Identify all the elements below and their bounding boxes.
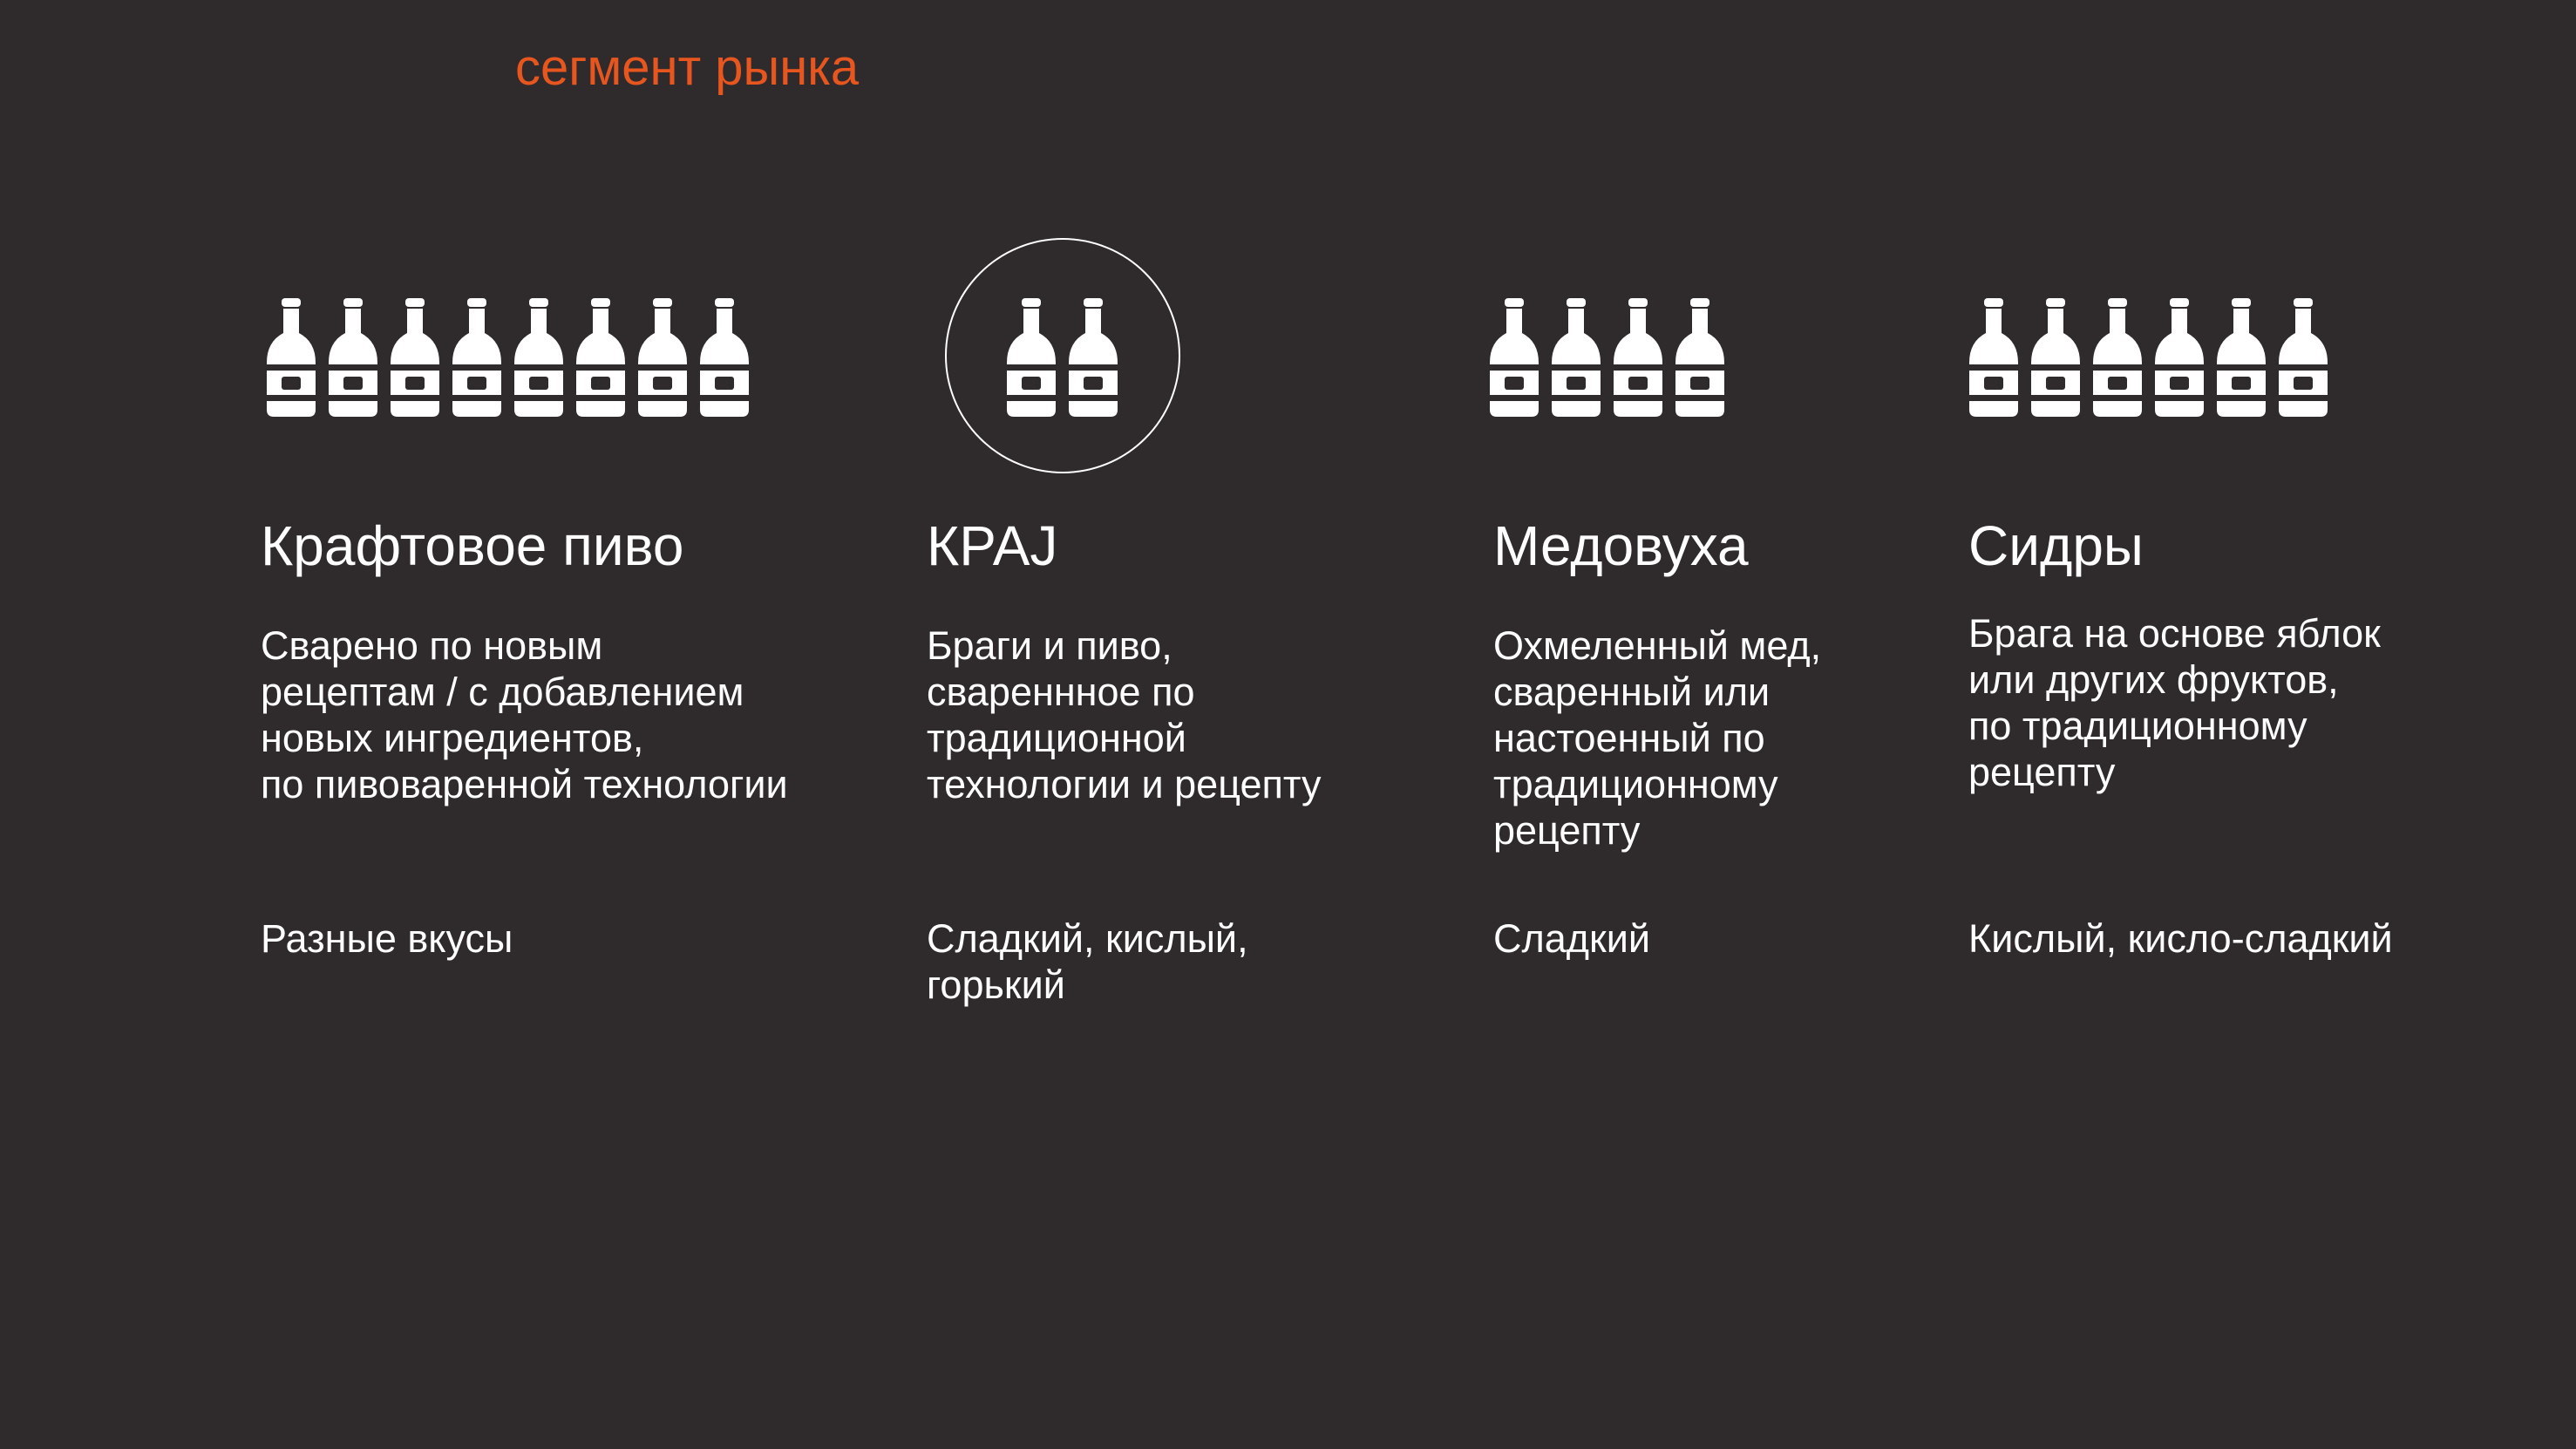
beer-bottle-icon [1069, 298, 1118, 417]
beer-bottle-icon [1007, 298, 1056, 417]
segment-title: Крафтовое пиво [261, 514, 684, 577]
segment-taste: Кислый, кисло-сладкий [1968, 916, 2393, 961]
segment-title: Медовуха [1493, 514, 1749, 577]
beer-bottle-icon [576, 298, 625, 417]
beer-bottle-icon [329, 298, 377, 417]
page-heading: сегмент рынка [515, 39, 860, 96]
beer-bottle-icon [1552, 298, 1601, 417]
bottle-group-craft-beer [267, 298, 749, 417]
beer-bottle-icon [1675, 298, 1724, 417]
segment-description: Брага на основе яблок или других фруктов, по традиционному рецепту [1968, 611, 2381, 794]
beer-bottle-icon [452, 298, 501, 417]
beer-bottle-icon [1614, 298, 1662, 417]
segment-description: Браги и пиво, свареннное по традиционной технологии и рецепту [927, 623, 1322, 806]
beer-bottle-icon [2093, 298, 2142, 417]
beer-bottle-icon [2217, 298, 2266, 417]
beer-bottle-icon [391, 298, 439, 417]
beer-bottle-icon [267, 298, 316, 417]
bottle-group-kraj [1007, 298, 1118, 417]
segment-title: Сидры [1968, 514, 2144, 577]
beer-bottle-icon [514, 298, 563, 417]
segment-taste: Разные вкусы [261, 916, 513, 961]
beer-bottle-icon [2031, 298, 2080, 417]
beer-bottle-icon [700, 298, 749, 417]
beer-bottle-icon [1969, 298, 2018, 417]
beer-bottle-icon [2155, 298, 2204, 417]
bottle-group-mead [1490, 298, 1724, 417]
beer-bottle-icon [1490, 298, 1539, 417]
beer-bottle-icon [2279, 298, 2328, 417]
bottle-group-ciders [1969, 298, 2328, 417]
segment-taste: Сладкий, кислый, горький [927, 916, 1248, 1007]
segment-title: КРАЈ [927, 514, 1058, 577]
segment-description: Сварено по новым рецептам / с добавлением новых ингредиентов, по пивоваренной технологии [261, 623, 788, 806]
segment-description: Охмеленный мед, сваренный или настоенный по традиционному рецепту [1493, 623, 1822, 853]
segment-taste: Сладкий [1493, 916, 1650, 961]
beer-bottle-icon [638, 298, 687, 417]
